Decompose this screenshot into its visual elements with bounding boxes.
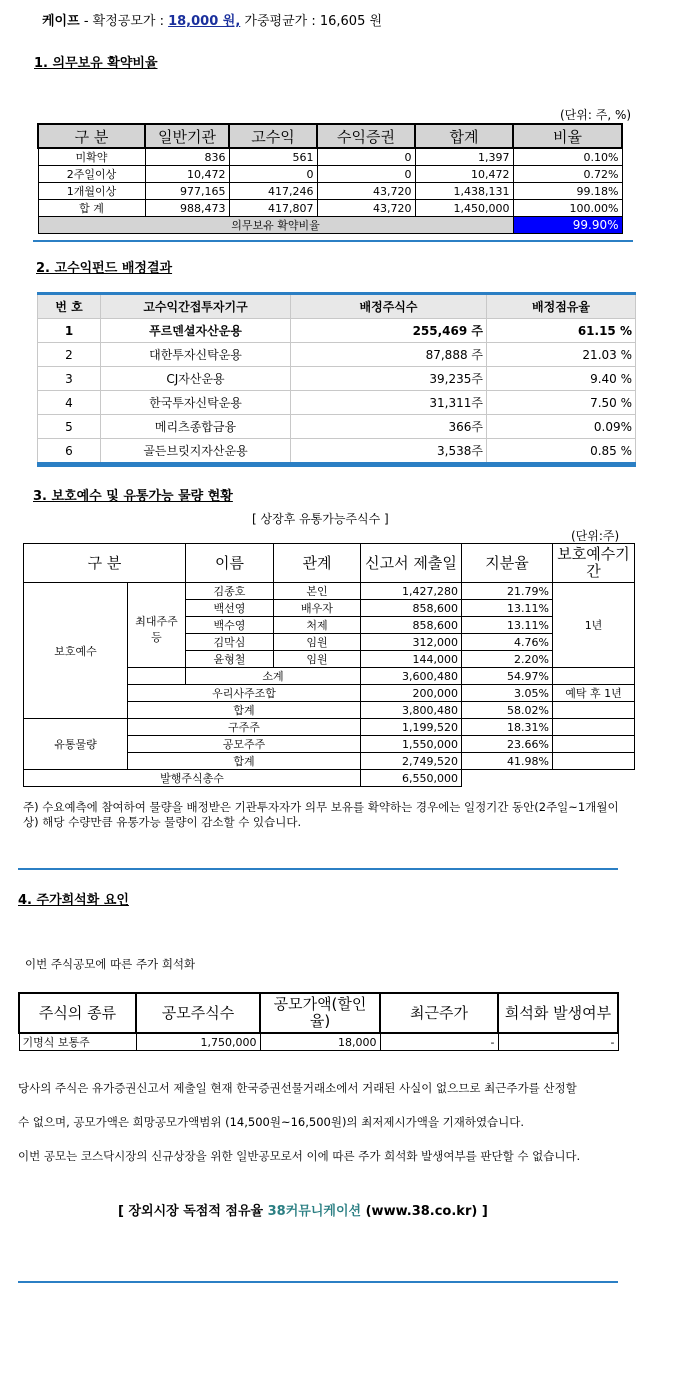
table-cell: 1,438,131 (415, 183, 513, 200)
table-cell: 푸르덴셜자산운용 (101, 319, 291, 343)
table-cell: 본인 (274, 583, 361, 600)
page-header (42, 10, 382, 29)
table-row (38, 343, 636, 367)
table-cell: 9.40 % (487, 367, 636, 391)
table-cell: 대한투자신탁운용 (101, 343, 291, 367)
section1-unit: (단위: 주, %) (560, 108, 632, 122)
table-cell: 3,538주 (291, 439, 487, 465)
table-cell: 61.15 % (487, 319, 636, 343)
table-cell: 13.11% (462, 617, 553, 634)
table-cell: 처제 (274, 617, 361, 634)
table-cell: 1,550,000 (361, 736, 462, 753)
table-row (38, 391, 636, 415)
table-cell: 1개월이상 (38, 183, 145, 200)
table-cell: 1,750,000 (136, 1033, 260, 1051)
footer-post: (www.38.co.kr) ] (361, 1204, 488, 1219)
table-cell: 58.02% (462, 702, 553, 719)
table-cell: 1,450,000 (415, 200, 513, 217)
table-row (24, 770, 635, 787)
table-cell (128, 668, 186, 685)
table-cell: 0.72% (513, 166, 622, 183)
table-cell: 988,473 (145, 200, 229, 217)
table-row (19, 1033, 618, 1051)
table-cell: 발행주식총수 (24, 770, 361, 787)
offer-price[interactable]: 18,000 원, (168, 14, 241, 29)
table-cell: 858,600 (361, 600, 462, 617)
table-row (38, 319, 636, 343)
table-cell: 43,720 (317, 200, 415, 217)
table-row (24, 544, 635, 583)
footer-link[interactable]: 38커뮤니케이션 (267, 1204, 362, 1219)
table-cell: 561 (229, 148, 317, 166)
table-cell: 김막심 (186, 634, 274, 651)
table-cell: 임원 (274, 651, 361, 668)
table-cell: 417,807 (229, 200, 317, 217)
table-row (38, 439, 636, 465)
table-cell (553, 702, 635, 719)
table-row (38, 166, 622, 183)
col-header: 보호예수기간 (553, 544, 635, 583)
col-header: 구 분 (24, 544, 186, 583)
table-cell: 1,427,280 (361, 583, 462, 600)
lockup-float-table (23, 543, 635, 787)
table-cell: 최대주주등 (128, 583, 186, 668)
table-cell: 10,472 (415, 166, 513, 183)
table-cell: 2.20% (462, 651, 553, 668)
table-cell: - (498, 1033, 618, 1051)
table-cell: 3,800,480 (361, 702, 462, 719)
col-header: 공모가액(할인율) (260, 993, 380, 1033)
table-cell: 우리사주조합 (128, 685, 361, 702)
table-cell: 합계 (128, 753, 361, 770)
dilution-table (18, 992, 619, 1051)
section-divider (18, 868, 618, 870)
dilution-para-1: 당사의 주식은 유가증권신고서 제출일 현재 한국증권선물거래소에서 거래된 사실이 없으므로 최근주가를 산정할 (18, 1081, 577, 1095)
table-cell: 366주 (291, 415, 487, 439)
table-cell: 1,199,520 (361, 719, 462, 736)
table-cell: 200,000 (361, 685, 462, 702)
col-header: 주식의 종류 (19, 993, 136, 1033)
table-cell: 99.18% (513, 183, 622, 200)
table-cell: 백수영 (186, 617, 274, 634)
table-cell: 10,472 (145, 166, 229, 183)
table-cell: 유통물량 (24, 719, 128, 770)
table-cell (553, 719, 635, 736)
table-cell: 공모주주 (128, 736, 361, 753)
section3-note: 주) 수요예측에 참여하여 물량을 배정받은 기관투자자가 의무 보유를 확약하는 경우에는 일정기간 동안(2주일~1개월이상) 해당 수량만큼 유통가능 물량이 감소할 수 있습니다. (23, 800, 619, 829)
table-cell: 3 (38, 367, 101, 391)
table-cell: 87,888 주 (291, 343, 487, 367)
table-cell: 0 (229, 166, 317, 183)
lockup-table (37, 123, 623, 234)
table-cell: - (380, 1033, 498, 1051)
table-cell: 윤형철 (186, 651, 274, 668)
table-row (38, 200, 622, 217)
table-cell: 6,550,000 (361, 770, 462, 787)
table-cell: 0.85 % (487, 439, 636, 465)
table-cell (462, 770, 635, 787)
section4-title: 4. 주가희석화 요인 (18, 893, 129, 908)
table-cell: 144,000 (361, 651, 462, 668)
lockup-total-label: 의무보유 확약비율 (38, 217, 513, 234)
col-header: 희석화 발생여부 (498, 993, 618, 1033)
lockup-total-value: 99.90% (513, 217, 622, 234)
table-cell: 한국투자신탁운용 (101, 391, 291, 415)
table-cell: 21.03 % (487, 343, 636, 367)
section3-subtitle: [ 상장후 유통가능주식수 ] (252, 512, 389, 526)
dilution-para-2: 수 없으며, 공모가액은 희망공모가액범위 (14,500원~16,500원)의 최저제시가액을 기재하였습니다. (18, 1115, 525, 1129)
table-cell (553, 753, 635, 770)
table-cell: 18.31% (462, 719, 553, 736)
fund-allocation-table (37, 292, 636, 467)
table-cell: 3.05% (462, 685, 553, 702)
table-cell: 417,246 (229, 183, 317, 200)
col-header: 신고서 제출일 (361, 544, 462, 583)
avg-label: 가중평균가 : (240, 14, 320, 29)
table-cell: 13.11% (462, 600, 553, 617)
table-cell: 18,000 (260, 1033, 380, 1051)
table-cell: 31,311주 (291, 391, 487, 415)
table-cell: 54.97% (462, 668, 553, 685)
table-cell: 2,749,520 (361, 753, 462, 770)
table-cell: 2주일이상 (38, 166, 145, 183)
table-cell: 255,469 주 (291, 319, 487, 343)
table-cell: 0 (317, 148, 415, 166)
table-cell: 구주주 (128, 719, 361, 736)
dilution-para-3: 이번 공모는 코스닥시장의 신규상장을 위한 일반공모로서 이에 따른 주가 희석화 발생여부를 판단할 수 없습니다. (18, 1149, 581, 1163)
section3-title: 3. 보호예수 및 유통가능 물량 현황 (33, 489, 233, 504)
header-sep: - 확정공모가 : (79, 14, 169, 29)
table-cell: 미확약 (38, 148, 145, 166)
section1-title: 1. 의무보유 확약비율 (34, 56, 158, 71)
table-cell: 23.66% (462, 736, 553, 753)
table-cell: 1년 (553, 583, 635, 668)
table-cell: CJ자산운용 (101, 367, 291, 391)
table-cell: 7.50 % (487, 391, 636, 415)
col-header: 지분율 (462, 544, 553, 583)
table-cell: 100.00% (513, 200, 622, 217)
table-cell: 836 (145, 148, 229, 166)
col-header: 비율 (513, 124, 622, 148)
col-header: 배정점유율 (487, 294, 636, 319)
col-header: 합계 (415, 124, 513, 148)
table-row (38, 367, 636, 391)
col-header: 최근주가 (380, 993, 498, 1033)
table-cell (553, 668, 635, 685)
table-cell: 4 (38, 391, 101, 415)
col-header: 수익증권 (317, 124, 415, 148)
table-row (38, 183, 622, 200)
company-name: 케이프 (42, 14, 80, 29)
table-cell: 977,165 (145, 183, 229, 200)
table-cell: 보호예수 (24, 583, 128, 719)
table-cell: 0.10% (513, 148, 622, 166)
table-cell: 21.79% (462, 583, 553, 600)
section2-title: 2. 고수익펀드 배정결과 (36, 261, 173, 276)
avg-price: 16,605 원 (319, 14, 383, 29)
section-divider (18, 1281, 618, 1283)
col-header: 고수익 (229, 124, 317, 148)
col-header: 공모주식수 (136, 993, 260, 1033)
col-header: 고수익간접투자기구 (101, 294, 291, 319)
col-header: 배정주식수 (291, 294, 487, 319)
col-header: 이름 (186, 544, 274, 583)
section-divider (33, 240, 633, 242)
table-cell: 2 (38, 343, 101, 367)
footer-banner (118, 1200, 488, 1219)
table-cell (553, 736, 635, 753)
table-cell: 312,000 (361, 634, 462, 651)
table-cell: 1,397 (415, 148, 513, 166)
table-row (38, 148, 622, 166)
table-cell: 6 (38, 439, 101, 465)
table-cell: 39,235주 (291, 367, 487, 391)
table-cell: 0.09% (487, 415, 636, 439)
dilution-intro: 이번 주식공모에 따른 주가 희석화 (25, 957, 196, 971)
table-cell: 소계 (186, 668, 361, 685)
table-cell: 1 (38, 319, 101, 343)
section3-unit: (단위:주) (571, 529, 620, 543)
table-cell: 예탁 후 1년 (553, 685, 635, 702)
table-row (24, 719, 635, 736)
table-cell: 합 계 (38, 200, 145, 217)
table-cell: 임원 (274, 634, 361, 651)
table-cell: 기명식 보통주 (19, 1033, 136, 1051)
col-header: 일반기관 (145, 124, 229, 148)
col-header: 구 분 (38, 124, 145, 148)
table-cell: 0 (317, 166, 415, 183)
table-cell: 4.76% (462, 634, 553, 651)
table-cell: 858,600 (361, 617, 462, 634)
table-cell: 배우자 (274, 600, 361, 617)
col-header: 관계 (274, 544, 361, 583)
table-cell: 합계 (128, 702, 361, 719)
table-cell: 3,600,480 (361, 668, 462, 685)
table-cell: 골든브릿지자산운용 (101, 439, 291, 465)
table-cell: 41.98% (462, 753, 553, 770)
footer-pre: [ 장외시장 독점적 점유율 (118, 1204, 268, 1219)
table-cell: 43,720 (317, 183, 415, 200)
table-cell: 5 (38, 415, 101, 439)
table-cell: 메리츠종합금융 (101, 415, 291, 439)
table-cell: 백선영 (186, 600, 274, 617)
table-row (38, 415, 636, 439)
col-header: 번 호 (38, 294, 101, 319)
table-row (24, 583, 635, 600)
table-cell: 김종호 (186, 583, 274, 600)
